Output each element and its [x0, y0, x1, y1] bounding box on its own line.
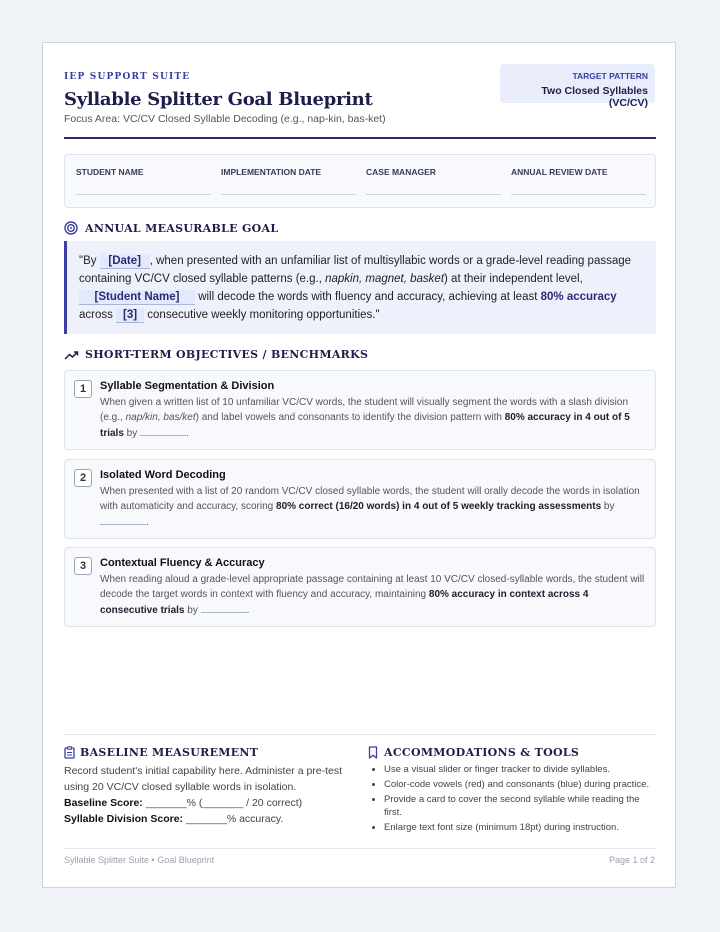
footer-page-number: Page 1 of 2: [608, 855, 655, 865]
objective-card: [64, 370, 656, 450]
section-title: SHORT-TERM OBJECTIVES / BENCHMARKS: [85, 348, 369, 361]
page-title: Syllable Splitter Goal Blueprint: [64, 89, 373, 110]
target-icon: [64, 221, 78, 235]
objective-description: When given a written list of 10 unfamiliar VC/CV words, the student will visually segment the words with a slash division (e.g., nap/kin, bas/ket) and label vowels and consonants to identify the division pattern with 80% accuracy in 4 out of 5 trials by .: [100, 397, 630, 439]
list-item: • Provide a card to cover the second syllable while reading the first.: [384, 793, 656, 819]
goal-text: "By: [79, 255, 100, 267]
section-title: ANNUAL MEASURABLE GOAL: [85, 221, 279, 235]
goal-date-blank[interactable]: [Date]: [100, 254, 150, 269]
suite-label: IEP SUPPORT SUITE: [64, 72, 191, 82]
accommodations-heading: [368, 746, 579, 759]
student-info-panel: [64, 154, 656, 208]
objective-number: 3: [74, 557, 92, 575]
field-label: CASE MANAGER: [366, 167, 436, 177]
goal-accuracy: 80% accuracy: [540, 291, 617, 303]
target-pattern-badge: [500, 64, 655, 109]
field-line: [76, 194, 211, 195]
objective-description: When presented with a list of 20 random VC/CV closed syllable words, the student will orally decode the words in isolation with automaticity and accuracy, scoring 80% correct (16/20 words) in 4 out of 5 weekly tracking assessments by .: [100, 486, 640, 528]
objective-card: [64, 547, 656, 627]
division-score[interactable]: Syllable Division Score: _______% accuracy.: [64, 813, 284, 825]
document-page: [42, 42, 676, 888]
annual-goal-statement: [64, 241, 656, 334]
field-line: [366, 194, 501, 195]
footer-left: Syllable Splitter Suite • Goal Blueprint: [64, 855, 215, 865]
baseline-text: Record student's initial capability here. Administer a pre-test using 20 VC/CV closed syllable words in isolation.: [64, 765, 343, 793]
accommodations-list: [368, 763, 656, 836]
trending-up-icon: [64, 349, 79, 361]
objective-date-blank[interactable]: [201, 602, 247, 613]
annual-review-date-field[interactable]: [511, 167, 646, 195]
section-title: BASELINE MEASUREMENT: [80, 746, 259, 759]
objective-number: 1: [74, 380, 92, 398]
case-manager-field[interactable]: [366, 167, 501, 195]
section-title: ACCOMMODATIONS & TOOLS: [384, 746, 580, 759]
objective-date-blank[interactable]: [100, 514, 146, 525]
goal-student-name-blank[interactable]: [Student Name]: [79, 290, 195, 305]
student-name-field[interactable]: [76, 167, 211, 195]
objective-title: Contextual Fluency & Accuracy: [100, 557, 265, 569]
baseline-content: [64, 763, 349, 827]
goal-text: across: [79, 309, 117, 321]
goal-text: consecutive weekly monitoring opportunities.": [144, 309, 380, 321]
implementation-date-field[interactable]: [221, 167, 356, 195]
field-line: [511, 194, 646, 195]
objective-card: [64, 459, 656, 539]
list-item: • Color-code vowels (red) and consonants (blue) during practice.: [384, 778, 656, 791]
goal-text: ) at their independent level,: [444, 273, 583, 285]
objective-title: Syllable Segmentation & Division: [100, 380, 275, 392]
list-item: • Use a visual slider or finger tracker to divide syllables.: [384, 763, 656, 776]
clipboard-icon: [64, 746, 75, 759]
header-divider: [64, 137, 656, 139]
baseline-heading: [64, 746, 258, 759]
footer-divider: [64, 848, 656, 849]
goal-text: , when presented with an unfamiliar list of multisyllabic words or a grade-level reading passage containing VC/CV closed syllable patterns (e.g.,: [79, 255, 632, 285]
field-line: [221, 194, 356, 195]
objective-date-blank[interactable]: [140, 425, 186, 436]
objective-title: Isolated Word Decoding: [100, 469, 226, 481]
target-pattern-label: TARGET PATTERN: [572, 71, 648, 81]
goal-text: will decode the words with fluency and accuracy, achieving at least: [195, 291, 541, 303]
list-item: • Enlarge text font size (minimum 18pt) during instruction.: [384, 821, 656, 834]
objective-description: When reading aloud a grade-level appropriate passage containing at least 10 VC/CV closed-syllable words, the student will decode the target words in context with fluency and accuracy, maintaining 80% accuracy in context across 4 consecutive trials by .: [100, 574, 645, 616]
section-divider: [64, 734, 656, 735]
target-pattern-value: Two Closed Syllables (VC/CV): [541, 85, 648, 109]
bookmark-icon: [368, 746, 378, 759]
focus-area: Focus Area: VC/CV Closed Syllable Decoding (e.g., nap-kin, bas-ket): [64, 113, 386, 125]
goal-count-blank[interactable]: [3]: [116, 308, 144, 323]
objectives-heading: [64, 348, 368, 361]
annual-goal-heading: [64, 221, 278, 235]
goal-examples: napkin, magnet, basket: [325, 273, 445, 285]
baseline-score[interactable]: Baseline Score: _______% (_______ / 20 correct): [64, 797, 303, 809]
objective-number: 2: [74, 469, 92, 487]
field-label: STUDENT NAME: [76, 167, 144, 177]
field-label: ANNUAL REVIEW DATE: [511, 167, 608, 177]
field-label: IMPLEMENTATION DATE: [221, 167, 322, 177]
